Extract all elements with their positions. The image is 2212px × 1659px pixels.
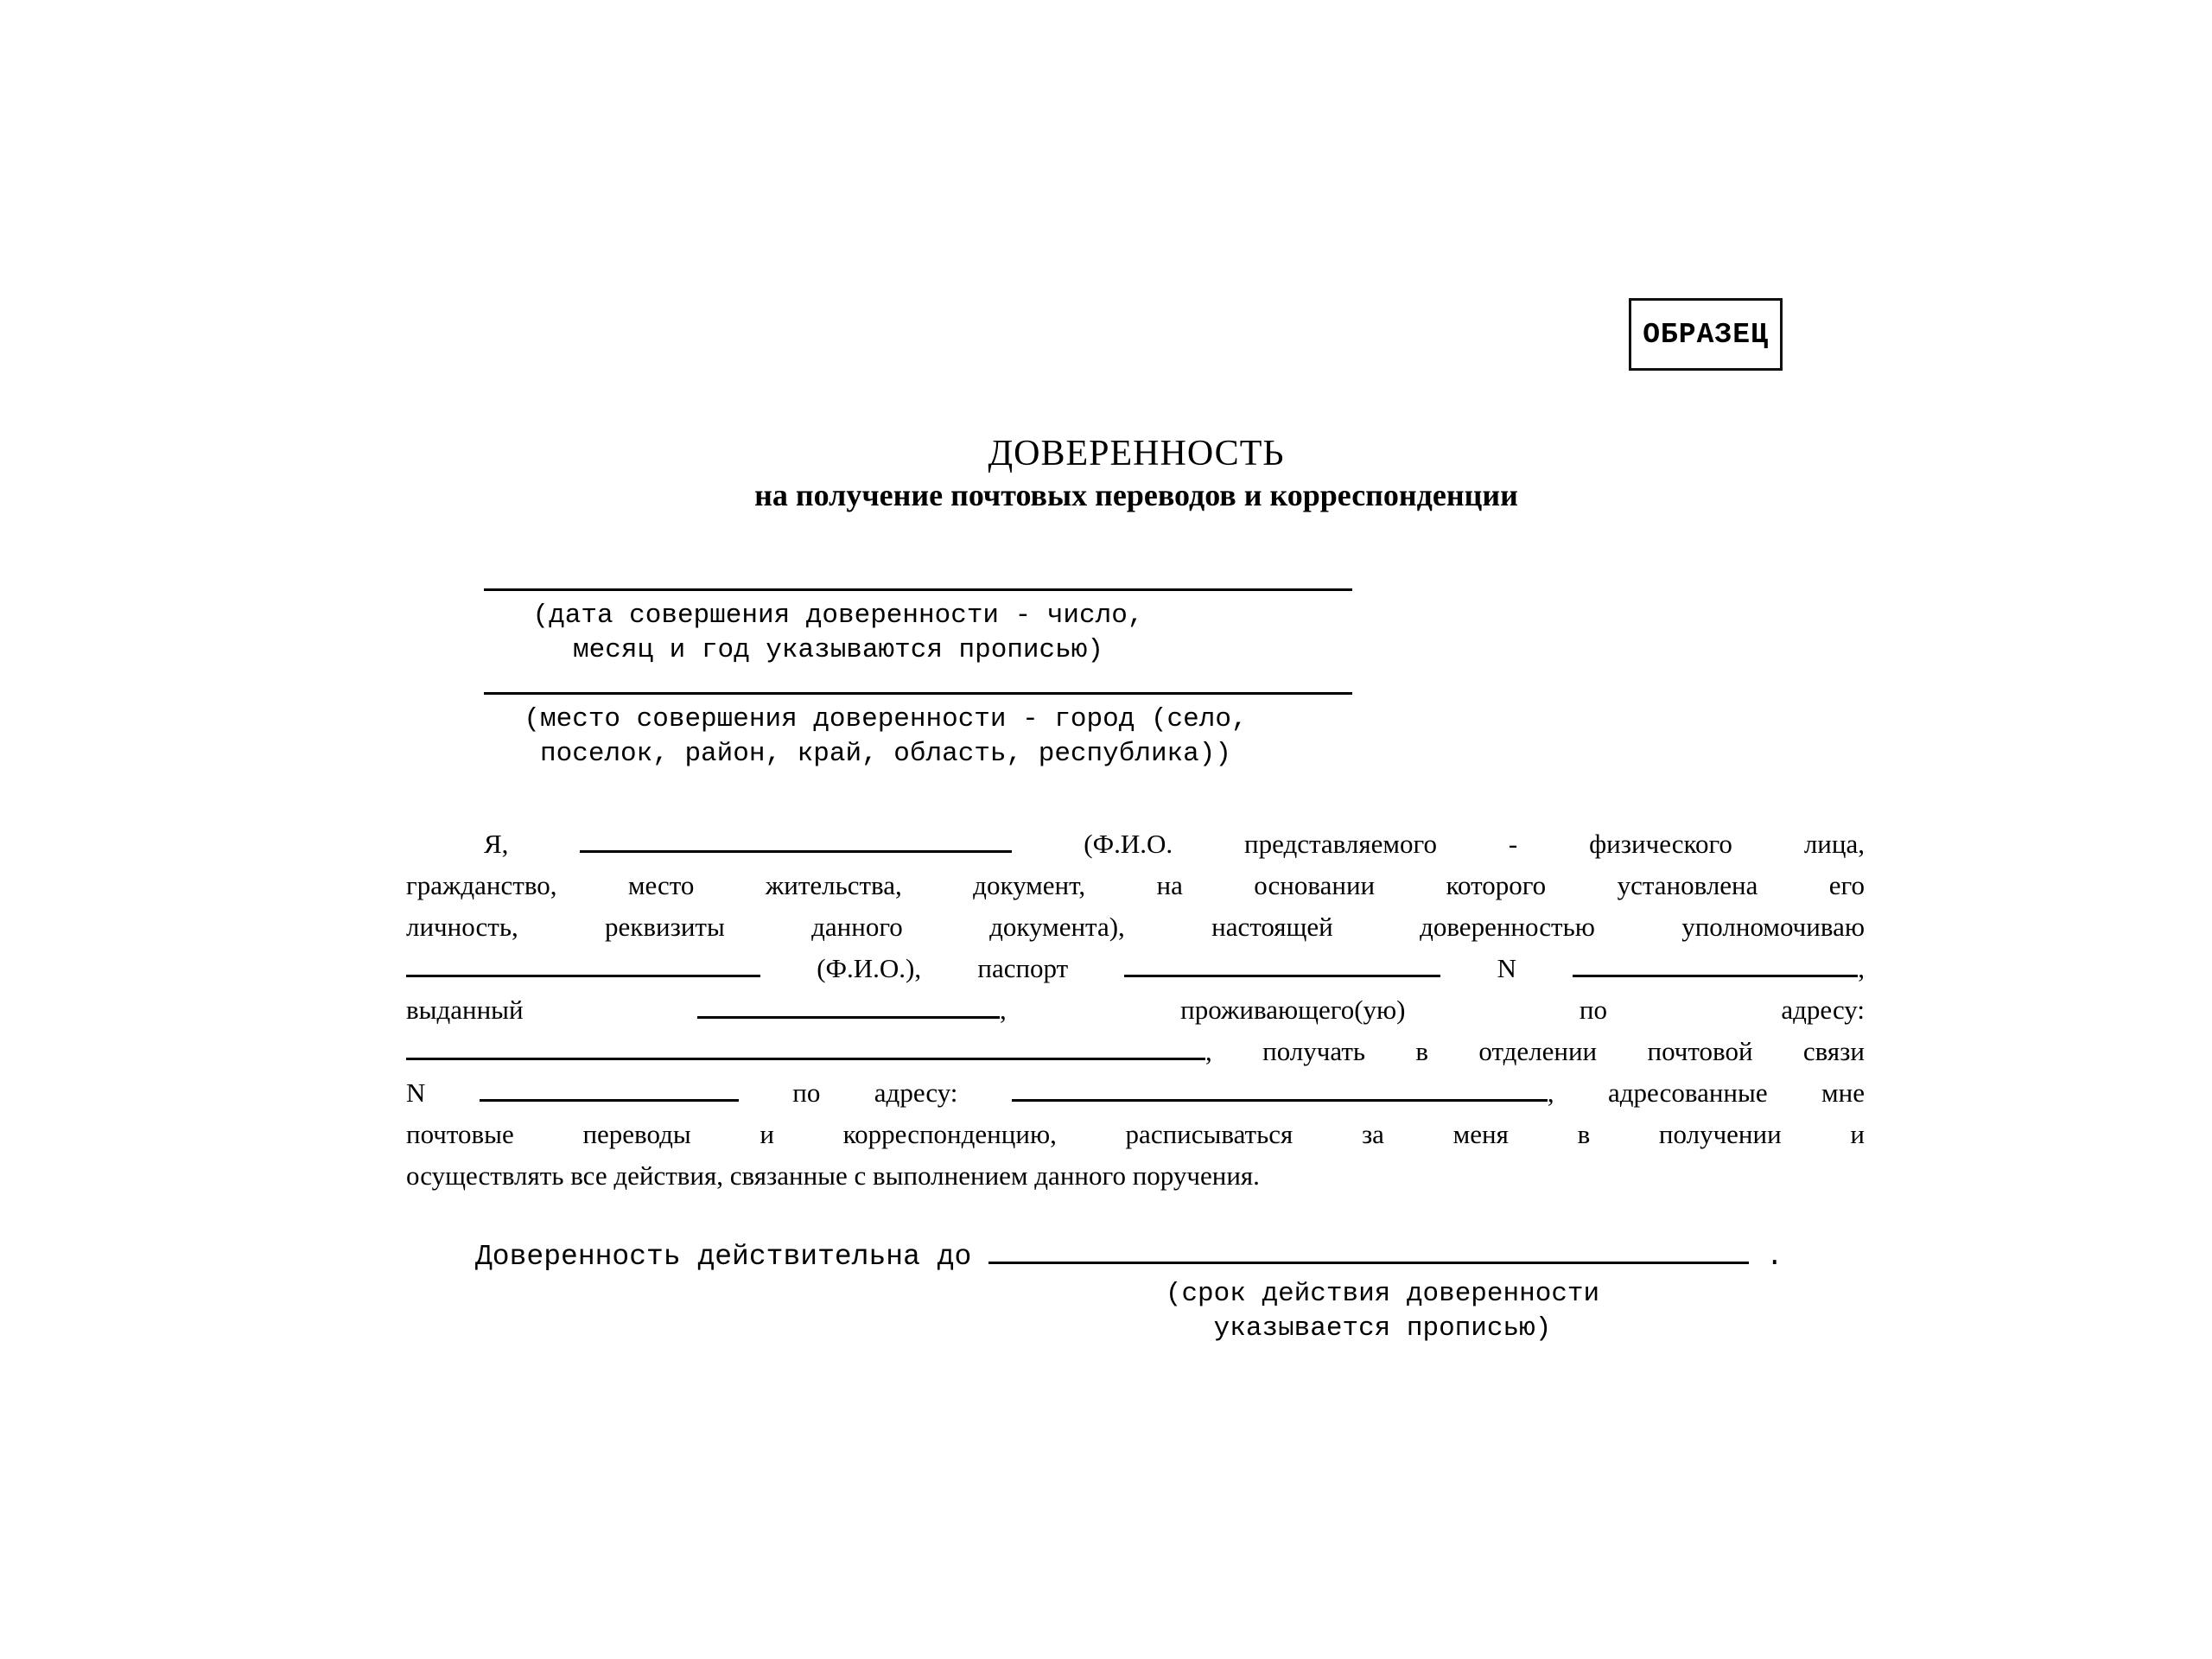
place-fill-in-rule (484, 692, 1352, 695)
validity-caption-line-1: (срок действия доверенности (1165, 1279, 1600, 1309)
document-subtitle: на получение почтовых переводов и корреспонденции (754, 478, 1518, 512)
body-line: гражданство, место жительства, документ, на основании которого установлена его (406, 870, 1865, 900)
validity-caption (1002, 1277, 1763, 1346)
blank-line (580, 849, 1012, 853)
date-fill-in-rule (484, 588, 1352, 591)
blank-line (1124, 973, 1440, 977)
blank-line (1012, 1097, 1548, 1102)
validity-caption-line-2: указывается прописью) (1213, 1313, 1552, 1344)
place-caption-line-1: (место совершения доверенности - город (село, (524, 704, 1248, 734)
title-block (406, 432, 1866, 515)
date-caption-line-2: месяц и год указываются прописью) (573, 635, 1103, 665)
place-caption (471, 702, 1300, 772)
place-caption-line-2: поселок, район, край, область, республика)) (540, 739, 1231, 769)
body-line: личность, реквизиты данного документа), настоящей доверенностью уполномочиваю (406, 912, 1865, 942)
date-caption-line-1: (дата совершения доверенности - число, (532, 601, 1144, 631)
validity-line: Доверенность действительна до . (475, 1241, 1783, 1273)
body-line: (Ф.И.О.), паспорт N , (406, 948, 1865, 989)
date-caption (484, 599, 1192, 668)
body-line: осуществлять все действия, связанные с выполнением данного поручения. (406, 1160, 1260, 1191)
blank-line (480, 1097, 739, 1102)
sample-stamp-label: ОБРАЗЕЦ (1643, 318, 1769, 351)
body-line: , получать в отделении почтовой связи (406, 1031, 1865, 1072)
blank-line (697, 1014, 1000, 1019)
blank-line (406, 1056, 1205, 1060)
body-line: выданный , проживающего(ую) по адресу: (406, 995, 1865, 1025)
document-title: ДОВЕРЕННОСТЬ (988, 434, 1285, 474)
sample-stamp-box (1629, 298, 1783, 371)
blank-line (1573, 973, 1858, 977)
blank-line (406, 973, 760, 977)
body-paragraph (406, 823, 1865, 1197)
body-line: N по адресу: , адресованные мне (406, 1077, 1866, 1108)
blank-line (988, 1260, 1749, 1264)
body-line: почтовые переводы и корреспонденцию, расписываться за меня в получении и (406, 1119, 1865, 1149)
body-line: Я, (Ф.И.О. представляемого - физического лица, (484, 829, 1865, 859)
